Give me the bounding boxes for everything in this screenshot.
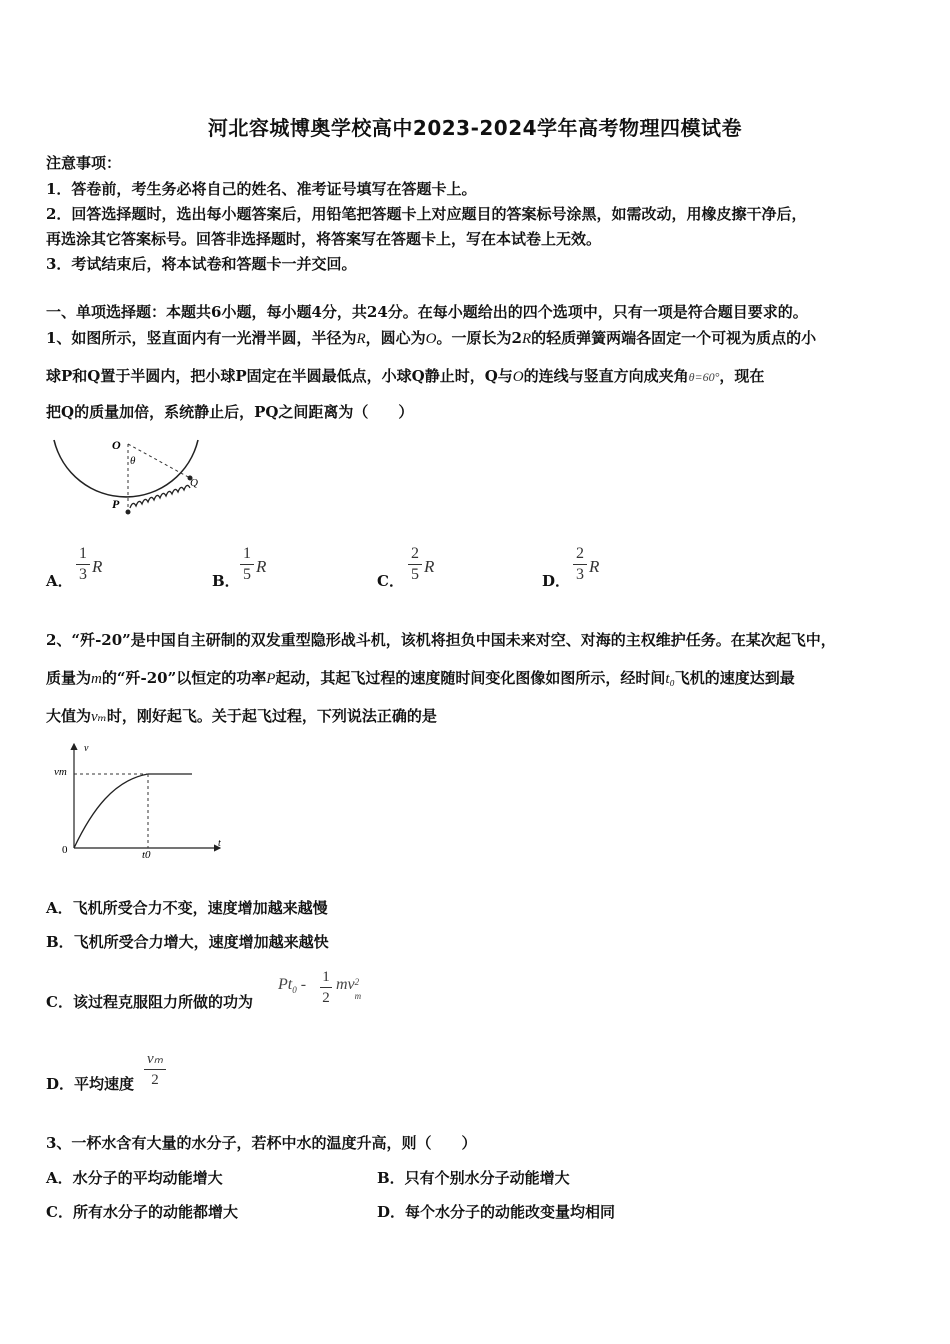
fraction: vₘ 2 (144, 1050, 166, 1089)
label-o: O (112, 438, 121, 452)
option-d-text: D．平均速度 (46, 1075, 135, 1093)
radius-symbol: R (424, 557, 435, 576)
option-label: D． (542, 572, 571, 590)
fraction: 1 5 (240, 545, 254, 584)
q3-stem: 3、一杯水含有大量的水分子，若杯中水的温度升高，则（ ） (46, 1134, 477, 1152)
v-axis-label: v (84, 743, 89, 754)
velocity-symbol: vₘ (91, 709, 107, 725)
velocity-curve (74, 774, 148, 848)
t-axis-label: t (218, 838, 221, 849)
radius-symbol: R (356, 331, 366, 347)
notice-item-2: 2．回答选择题时，选出每小题答案后，用铅笔把答题卡上对应题目的答案标号涂黑，如需改动，用橡皮擦干净后， (46, 205, 807, 223)
center-symbol: O (512, 369, 524, 385)
q2-stem-line1: 2、“歼-20”是中国自主研制的双发重型隐形战斗机，该机将担负中国未来对空、对海的主权维护任务。在某次起飞中， (46, 631, 836, 649)
notice-item-2-cont: 再选涂其它答案标号。回答非选择题时，将答案写在答题卡上，写在本试卷上无效。 (46, 230, 602, 248)
q3-option-a[interactable]: A．水分子的平均动能增大 (46, 1169, 223, 1187)
fraction: 2 3 (573, 545, 587, 584)
q1-text: ，圆心为 (365, 329, 426, 347)
option-label: B． (212, 572, 240, 590)
angle-expression: θ=60° (688, 370, 720, 384)
radius-oq-dashed-line (128, 444, 190, 478)
fraction: 1 3 (76, 545, 90, 584)
q1-text: 的轻质弹簧两端各固定一个可视为质点的小 (531, 329, 817, 347)
ball-p (126, 510, 131, 515)
q2-text: 起动，其起飞过程的速度随时间变化图像如图所示，经时间 (275, 669, 666, 687)
radius-symbol: R (521, 331, 532, 347)
notice-heading: 注意事项： (46, 154, 122, 172)
q2-stem-line2 (46, 667, 795, 688)
fraction: 2 5 (408, 545, 422, 584)
page-title: 河北容城博奥学校高中2023-2024学年高考物理四模试卷 (207, 116, 743, 140)
q2-text: 飞机的速度达到最 (674, 669, 795, 687)
q1-text: 。一原长为2 (436, 329, 522, 347)
q3-option-d[interactable]: D．每个水分子的动能改变量均相同 (377, 1203, 616, 1221)
option-label: A． (46, 572, 73, 590)
mass-symbol: m (91, 671, 102, 687)
q1-text: ，现在 (719, 367, 765, 385)
q3-option-b[interactable]: B．只有个别水分子动能增大 (377, 1169, 570, 1187)
radius-symbol: R (589, 557, 600, 576)
semicircle (54, 440, 198, 497)
time-symbol: t₀ (665, 671, 675, 687)
q2-text: 的“歼-20”以恒定的功率 (101, 669, 267, 687)
q2-text: 大值为 (46, 707, 92, 725)
q1-text: 球P和Q置于半圆内，把小球P固定在半圆最低点，小球Q静止时，Q与 (46, 367, 513, 385)
q2-vt-graph (52, 738, 232, 862)
q1-stem-line2 (46, 365, 764, 386)
q2-text: 时，刚好起飞。关于起飞过程，下列说法正确的是 (106, 707, 437, 725)
radius-symbol: R (256, 557, 267, 576)
option-label: C． (377, 572, 404, 590)
q1-stem-line3: 把Q的质量加倍，系统静止后，PQ之间距离为（ ） (46, 403, 414, 421)
q1-stem-line1 (46, 327, 816, 348)
q2-option-b[interactable]: B．飞机所受合力增大，速度增加越来越快 (46, 933, 329, 951)
q2-text: 质量为 (46, 669, 92, 687)
notice-item-3: 3．考试结束后，将本试卷和答题卡一并交回。 (46, 255, 357, 273)
q3-option-c[interactable]: C．所有水分子的动能都增大 (46, 1203, 238, 1221)
q1-figure (46, 434, 216, 522)
label-q: Q (190, 477, 198, 489)
power-symbol: P (266, 671, 276, 687)
exam-page: 河北容城博奥学校高中2023-2024学年高考物理四模试卷 注意事项： 1．答卷前，考生务必将自己的姓名、准考证号填写在答题卡上。 2．回答选择题时，选出每小题答案后，用铅笔把答题卡上对应题目的答案标号涂黑，如需改动，用橡皮擦干净后， 再选涂其它答案标号。回答非选择题时，将答案写在答题卡上，写在本试卷上无效。 3．考试结束后，将本试卷和答题卡一并交回。 一、单项选择题：本题共6小题，每小题4分，共24分。在每小题给出的四个选项中，只有一项是符合题目要求的。 1、如图所示，竖直面内有一光滑半圆，半径为R，圆心为O。一原长为2R的轻质弹簧两端各固定一个可视为质点的小 球P和Q置于半圆内，把小球P固定在半圆最低点，小球Q静止时，Q与O的连线与竖直方向成夹角θ=60°，现在 把Q的质量加倍，系统静止后，PQ之间距离为（ ） O θ P Q A． 1 3 R B． 1 5 R C． 2 5 R D． 2 3 R 2、“歼-20”是中国自主研制的双发重型隐形战斗机，该机将担负中国未来对空、对海的主权维护任务。在某次起飞中， 质量为m的“歼-20”以恒定的功率P起动，其起飞过程的速度随时间变化图像如图所示，经时间t₀飞机的速度达到最 大值为vₘ时，刚好起飞。关于起飞过程，下列说法正确的是 v t vm 0 t0 A．飞机所受合力不变，速度增加越来越慢 B．飞机所受合力增大，速度增加越来越快 C．该过程克服阻力所做的功为 $Pt_0$ - 1 2 mv 2 m D．平均速度 vₘ 2 3、一杯水含有大量的水分子，若杯中水的温度升高，则（ ） A．水分子的平均动能增大 B．只有个别水分子动能增大 C．所有水分子的动能都增大 D．每个水分子的动能改变量均相同 (0, 0, 950, 1344)
label-p: P (112, 497, 120, 511)
radius-symbol: R (92, 557, 103, 576)
label-theta: θ (130, 455, 136, 467)
vm-label: vm (54, 766, 67, 778)
q2-stem-line3 (46, 705, 437, 726)
fraction: 1 2 (320, 968, 332, 1007)
q1-text: 的连线与竖直方向成夹角 (523, 367, 689, 385)
q1-text: 1、如图所示，竖直面内有一光滑半圆，半径为 (46, 329, 357, 347)
option-c-text: C．该过程克服阻力所做的功为 (46, 993, 253, 1011)
notice-item-1: 1．答卷前，考生务必将自己的姓名、准考证号填写在答题卡上。 (46, 180, 477, 198)
section-heading: 一、单项选择题：本题共6小题，每小题4分，共24分。在每小题给出的四个选项中，只有一项是符合题目要求的。 (46, 303, 808, 321)
center-symbol: O (425, 331, 437, 347)
origin-label: 0 (62, 844, 68, 856)
t0-label: t0 (142, 849, 151, 861)
q2-option-a[interactable]: A．飞机所受合力不变，速度增加越来越慢 (46, 899, 328, 917)
